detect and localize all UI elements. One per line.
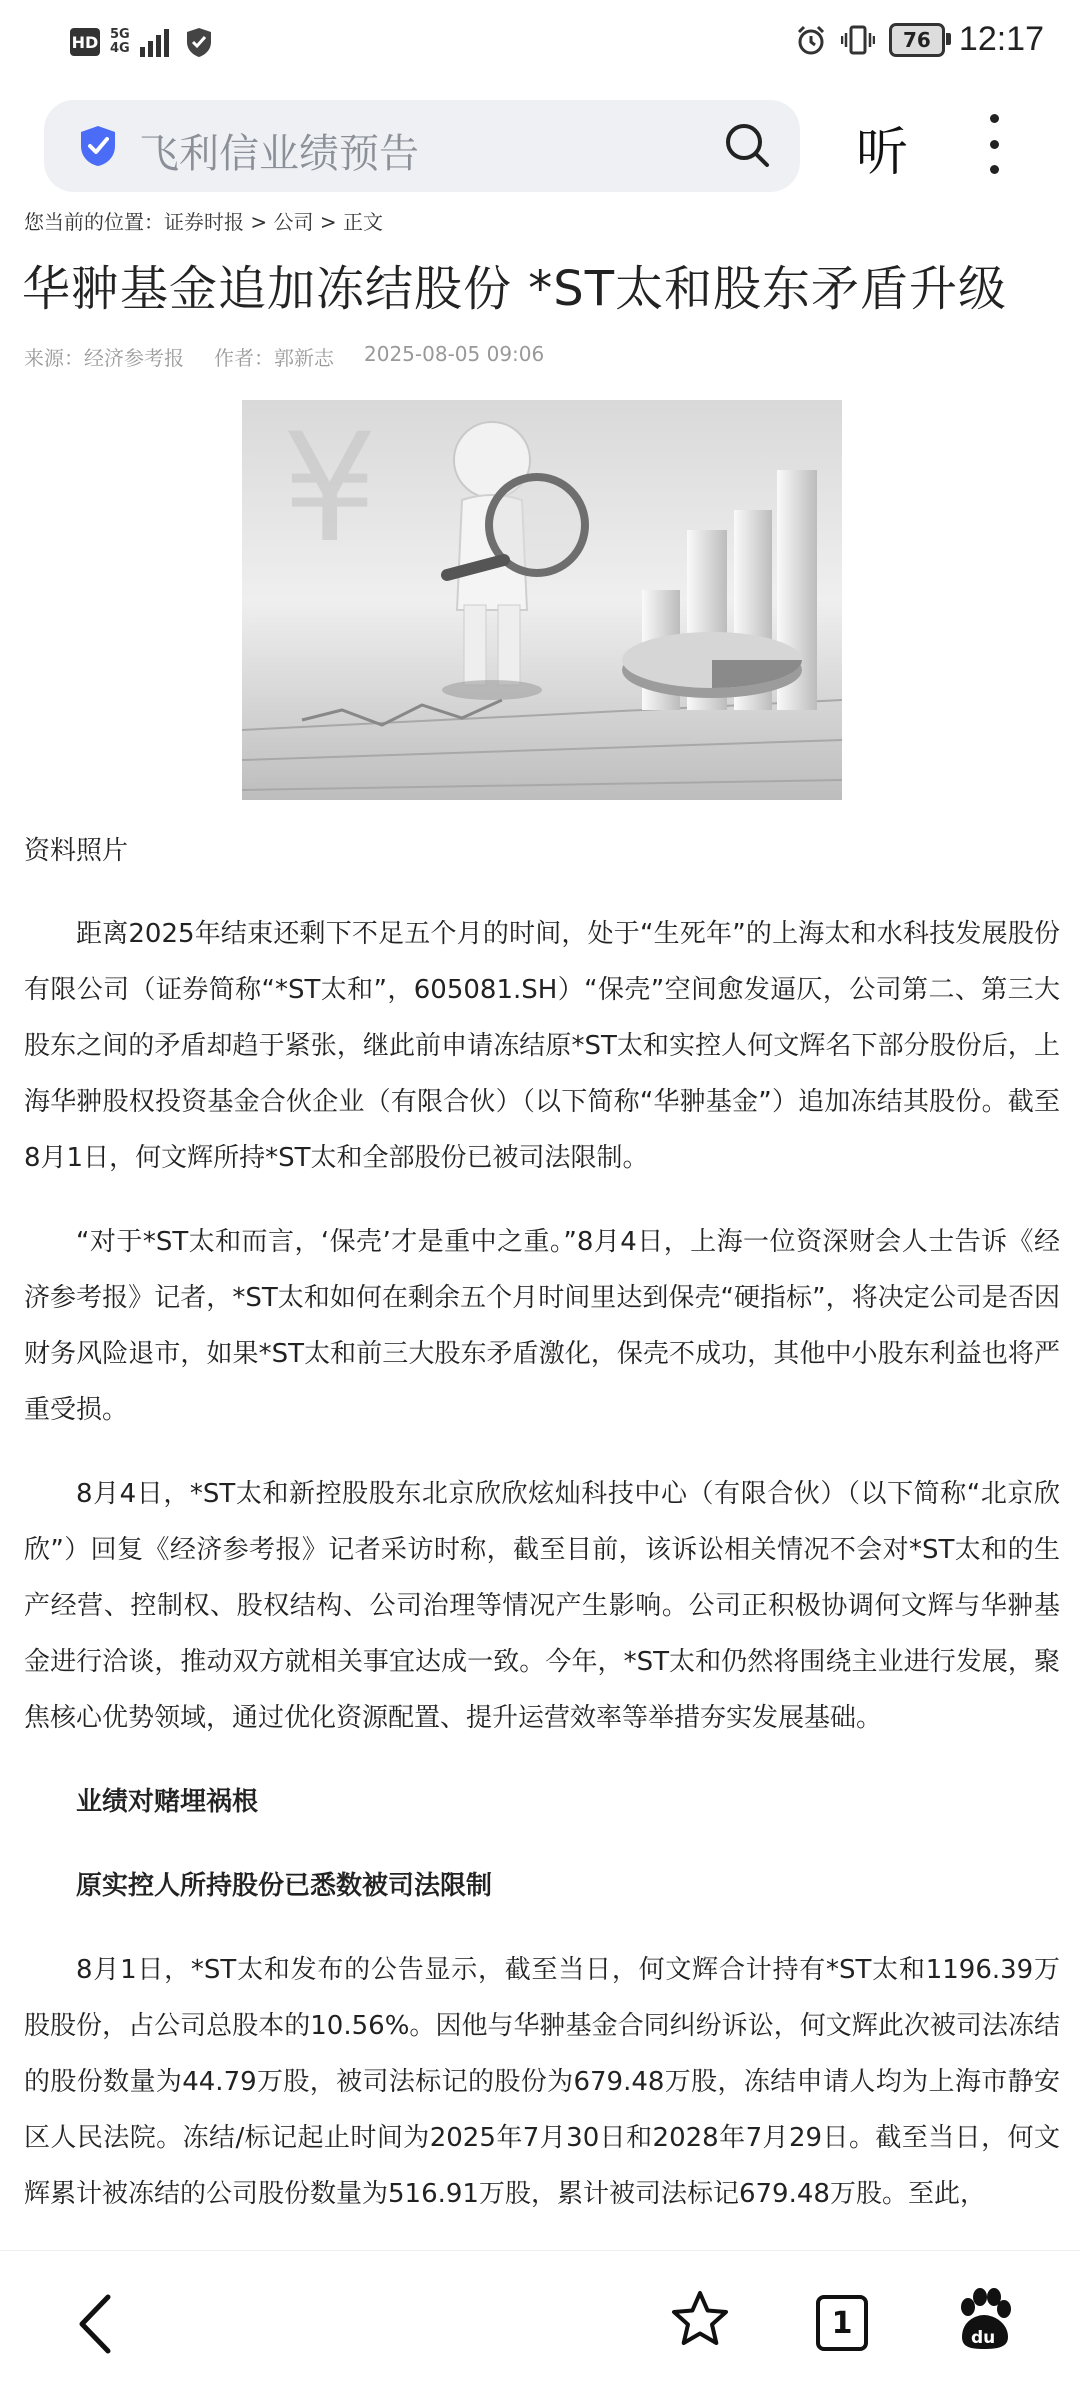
- bottom-nav: [0, 2250, 1080, 2401]
- tab-count: 1: [831, 2305, 853, 2341]
- status-right: [795, 20, 1044, 59]
- article-body: [24, 906, 1060, 2250]
- security-shield-icon: [78, 124, 118, 168]
- more-dot: [990, 165, 999, 174]
- article-title: 华翀基金追加冻结股份 *ST太和股东矛盾升级: [22, 261, 1008, 317]
- vibrate-icon: [841, 24, 875, 56]
- battery-indicator: [889, 23, 945, 57]
- tabs-button[interactable]: [816, 2295, 868, 2351]
- article-paragraph: 8月4日，*ST太和新控股股东北京欣欣炫灿科技中心（有限合伙）（以下简称“北京欣欣”）回复《经济参考报》记者采访时称，截至目前，该诉讼相关情况不会对*ST太和的生产经营、控制权、股权结构、公司治理等情况产生影响。公司正积极协调何文辉与华翀基金进行洽谈，推动双方就相关事宜达成一致。今年，*ST太和仍然将围绕主业进行发展，聚焦核心优势领域，通过优化资源配置、提升运营效率等举措夯实发展基础。: [24, 1479, 1060, 1733]
- battery-level: 76: [902, 27, 931, 52]
- article-meta: [24, 342, 544, 371]
- svg-text:¥: ¥: [282, 402, 378, 576]
- hd-icon: HD: [70, 28, 100, 56]
- article-author: 作者：郭新志: [214, 346, 334, 370]
- network-indicator: [110, 28, 130, 56]
- article-image[interactable]: [242, 400, 842, 800]
- image-caption: 资料照片: [24, 836, 129, 866]
- search-input[interactable]: 飞利信业绩预告: [139, 131, 419, 177]
- breadcrumb: 您当前的位置：证券时报 > 公司 > 正文: [24, 210, 383, 234]
- network-sub: 4G: [110, 41, 130, 56]
- article-subheading: 原实控人所持股份已悉数被司法限制: [76, 1871, 493, 1901]
- favorite-star-icon[interactable]: [670, 2289, 730, 2349]
- status-left: [70, 26, 214, 58]
- clock: 12:17: [958, 20, 1044, 58]
- network-type: 5G: [110, 27, 130, 42]
- signal-icon: [140, 27, 174, 57]
- shield-status-icon: [184, 26, 214, 58]
- search-icon[interactable]: [722, 120, 772, 170]
- article-paragraph: 距离2025年结束还剩下不足五个月的时间，处于“生死年”的上海太和水科技发展股份有限公司（证券简称“*ST太和”，605081.SH）“保壳”空间愈发逼仄，公司第二、第三大股东之间的矛盾却趋于紧张，继此前申请冻结原*ST太和实控人何文辉名下部分股份后，上海华翀股权投资基金合伙企业（有限合伙）（以下简称“华翀基金”）追加冻结其股份。截至8月1日，何文辉所持*ST太和全部股份已被司法限制。: [24, 919, 1060, 1173]
- alarm-icon: [795, 24, 827, 56]
- more-dot: [990, 114, 999, 123]
- more-menu-button[interactable]: [984, 114, 1004, 174]
- listen-button[interactable]: 听: [856, 123, 909, 183]
- article-paragraph: 8月1日，*ST太和发布的公告显示，截至当日，何文辉合计持有*ST太和1196.39万股股份，占公司总股本的10.56%。因他与华翀基金合同纠纷诉讼，何文辉此次被司法冻结的股份数量为44.79万股，被司法标记的股份为679.48万股，冻结申请人均为上海市静安区人民法院。冻结/标记起止时间为2025年7月30日和2028年7月29日。截至当日，何文辉累计被冻结的公司股份数量为516.91万股，累计被司法标记679.48万股。至此，: [24, 1955, 1060, 2209]
- svg-text:du: du: [971, 2328, 996, 2348]
- more-dot: [990, 140, 999, 149]
- search-bar[interactable]: [44, 100, 800, 192]
- figure-with-magnifier-chart-image: [242, 400, 842, 800]
- baidu-paw-icon[interactable]: [954, 2287, 1014, 2351]
- article-paragraph: “对于*ST太和而言，‘保壳’才是重中之重。”8月4日，上海一位资深财会人士告诉《经济参考报》记者，*ST太和如何在剩余五个月时间里达到保壳“硬指标”，将决定公司是否因财务风险退市，如果*ST太和前三大股东矛盾激化，保壳不成功，其他中小股东利益也将严重受损。: [24, 1227, 1060, 1425]
- article-datetime: 2025-08-05 09:06: [364, 342, 545, 366]
- article-subheading: 业绩对赌埋祸根: [76, 1787, 259, 1817]
- back-icon[interactable]: [70, 2289, 120, 2359]
- status-bar: [0, 0, 1080, 90]
- article-source: 来源：经济参考报: [24, 346, 184, 370]
